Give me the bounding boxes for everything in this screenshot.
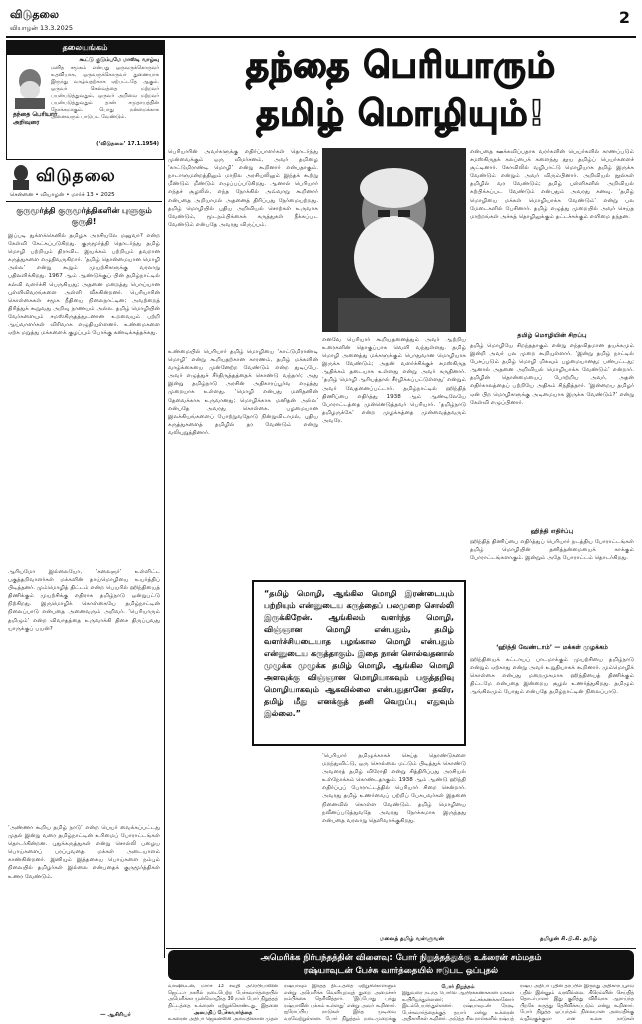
news-banner [168, 950, 634, 980]
masthead-date: வியாழன் 13.3.2025 [10, 24, 74, 32]
article-col-mid: எனவே பெரியார் கூறியதனைத்தும் அவர் ஆற்றிய உரைகளின் தொகுப்பாக வெளி வந்துள்ளது. தமிழ் மொழி அனைத்து மக்களுக்கும் பொதுவான மொழியாக இருக்க வேண்டும்; அதன் வளர்ச்சிக்குச் சமஸ்கிருத ஆதிக்கம் தடையாக உள்ளது என்று அவர் கருதினார். ‘தமிழ் மொழி ஆரியத்தால் சீரழிக்கப்பட்டுள்ளது’ என்றும் அவர் வேதனைப்பட்டார். தமிழ்நாட்டில் ஹிந்தித் திணிப்பை எதிர்த்து 1938 ஆம் ஆண்டிலேயே போராட்டத்தை முன்னெடுத்தவர் பெரியார். ‘தமிழ்நாடு தமிழருக்கே’ என்ற முழக்கத்தை முன்வைத்தவரும் அவரே. [322, 337, 466, 424]
portrait [13, 65, 47, 109]
quote-title: கூட்டு குடும்பமே மாஸ்டி வாழ்வு [79, 57, 159, 63]
headline-line-1: தந்தை பெரியாரும் [246, 46, 556, 86]
news-col-4: ரஷ்ய அதிபர் புதின் தரப்பில் இருந்து அதிகாரப்பூர்வ பதில் இன்னும் வரவில்லை. கிரெம்ளின் செய்தித் தொடர்பாளர் இது குறித்து விரிவாக ஆராய்ந்த பிறகே கருத்து தெரிவிக்கப்படும் என்று கூறினார். போர் நிறுத்த ஒப்பந்தம் நிலையான அமைதிக்கு வழிவகுக்குமா என உலக நாடுகள் [520, 984, 634, 1022]
brand-dateline: சென்னை • வியாழன் • மார்ச் 13 • 2025 [10, 192, 115, 198]
left-column-body-2: ஆரியமோ இல்லையோ, ‘கலைஞர்’ உள்ளிட்ட பகுத்தறிவாளர்கள் மக்களின் தாய்மொழியை உயர்த்திப் பிடித்தனர். மும்மொழித் திட்டம் என்ற பெயரில் ஹிந்தியைத் திணிக்கும் முயற்சிக்கு எதிராக தமிழ்நாடு ஒன்றுபட்டு நிற்கிறது. இருமொழிக் கொள்கையே தமிழ்நாட்டின் நிலைப்பாடு என்பதை அனைவரும் அறிவர். ‘பெரியாரும் தமிழும்’ என்ற விவாதத்தை உருவாக்கி திசை திருப்புவது யாருக்குப் பயன்? [8, 569, 160, 632]
brand-logo [10, 164, 32, 190]
article-col-right-3: ஹிந்தித் திணிப்பை எதிர்த்துப் பெரியார் நடத்திய போராட்டங்கள் தமிழ் மொழியின் தனித்தன்மையைக் காக்கும் போராட்டங்களாகும். இன்றும் அதே போராட்டம் தொடர்கிறது. [470, 539, 634, 562]
article-col-left: பெரியாரின் அவர்களுக்கு எதிர்ப்பாளர்கள் தொடர்ந்து முன்வைக்கும் ஒரு விமர்சனம், அவர் தமிழை ‘காட்டுமிராண்டி மொழி’ என்று கூறினார் என்பதாகும். நாடாளுமன்றத்திலும் மாநில அரசியலிலும் இந்தக் கூற்று மீண்டும் மீண்டும் எழுப்பப்படுகிறது. ஆனால் பெரியார் எந்தச் சூழலில், எந்த நோக்கில் அவ்வாறு கூறினார் என்பதை அறியாமல் அதனைத் திரிப்பது நேர்மையற்றது. தமிழ் மொழியில் புதிய அறிவியல் சொற்கள் உருவாக வேண்டும், மூடநம்பிக்கைக் கருத்துகள் நீக்கப்பட வேண்டும் என்பதே அவரது விருப்பம். [168, 149, 318, 228]
portrait-caption: தந்தை பெரியார் அறிவுரை [13, 111, 58, 126]
column-separator [164, 40, 165, 958]
quote-citation: (‘விடுதலை’ 17.1.1954) [96, 141, 159, 147]
masthead-rule [6, 36, 636, 38]
news-col-1b: உக்ரைன் அதிபர் ஜெலன்ஸ்கி அமைதிக்கான முதல் [168, 1017, 278, 1022]
masthead [8, 6, 634, 36]
editorial-heading: தலையங்கம் [7, 41, 163, 55]
left-column-signature: — ஆசிரியர் [100, 1012, 131, 1018]
news-col-1: வாஷிங்டன், மார்ச் 13 சவுதி அரேபியாவின் ஜெட்டா நகரில் நடைபெற்ற பேச்சுவார்த்தையில் அமெரிக்கா முன்மொழிந்த 30 நாள் போர் நிறுத்தத் திட்டத்தை உக்ரைன் ஏற்றுக்கொண்டது. இதனை [168, 984, 278, 1009]
headline-box [168, 40, 634, 144]
article-col-right-4: ஹிந்தியைக் கட்டாயப் பாடமாக்கும் முயற்சியை தமிழ்நாடு என்றும் ஏற்காது என்று அவர் உறுதியாகக் கூறினார். மும்மொழிக் கொள்கை என்பது மறைமுகமாக ஹிந்தியைத் திணிக்கும் திட்டமே என்பதை இன்றைய சூழல் உணர்த்துகிறது. தமிழும் ஆங்கிலமும் போதும் என்பதே தமிழ்நாட்டின் நிலைப்பாடு. [470, 657, 634, 696]
news-banner-line-1: அமெரிக்க நிர்பந்தத்தின் விளைவு: போர் நிறுத்தத்துக்கு உக்ரைன் சம்மதம் [260, 953, 542, 963]
left-column-body-3: ‘அண்ணா கூறிய தமிழ் நாடு’ என்ற பெயர் வைக்கப்பட்டது முதல் இன்று வரை தமிழ்நாட்டின் உரிமைப் போராட்டங்கள் தொடர்கின்றன. புதுக்கருத்துகள் என்று சொல்லி பழைய பொய்களைப் பரப்புவதை மக்கள் அடையாளம் காண்கின்றனர். இனியும் இத்தகைய பொய்களை நம்பும் நிலையில் தமிழர்கள் இல்லை என்பதைக் குருமூர்த்திகள் உணர வேண்டும். [8, 825, 160, 880]
left-column-title: குருமூர்த்தி குருமூர்த்திகளின் புளுகும் குருதி! [16, 206, 152, 226]
article-signature: தமிழன் சி.பி.கி. தமிழ் [540, 936, 598, 942]
news-col-3: இதுவரை நடந்த போரில் ஆயிரக்கணக்கான மக்கள் உயிரிழந்துள்ளனர்; லட்சக்கணக்கானோர் இடம்பெயர்ந்துள்ளனர். ரஷ்யாவுடன் நேரடி பேச்சுவார்த்தைக்குத் தயார் என்று உக்ரைன் அதிகாரிகள் கூறினர். அடுத்த சில நாள்களில் ரஷ்யத் [402, 991, 514, 1022]
news-col-2: ரஷ்யாவும் இந்தத் திட்டத்தை ஏற்றுக்கொள்ளும் என்று அமெரிக்க வெளியுறவுத் துறை அமைச்சர் நம்பிக்கை தெரிவித்தார். ‘இப்போது பந்து ரஷ்யாவின் பக்கம் உள்ளது’ என்று அவர் கூறினார். ஐரோப்பிய நாடுகள் இந்த முடிவை வரவேற்றுள்ளன. போர் நிறுத்தம் நடைமுறைக்கு [284, 984, 396, 1022]
news-banner-line-2: ரஷ்யாவுடன் பேச்சு வார்த்தையில் ஈடுபட ஒப்புதல் [303, 966, 499, 976]
periyar-quote-box: “தமிழ் மொழி, ஆங்கில மொழி இரண்டையும் பற்றியும் என்னுடைய கருத்தைப் பலமுறை சொல்லி இருக்கிறேன். ஆங்கிலம் வளர்ந்த மொழி, விஞ்ஞான மொழி என்பதும், தமிழ் வளர்ச்சியடையாத பழங்கால மொழி என்பதும் என்னுடைய கருத்தாகும். இதை நான் சொல்வதனால் முழுக்க முழுக்க தமிழ் மொழி, ஆங்கில மொழி அளவுக்கு விஞ்ஞான மொழியாகவும் பகுத்தறிவு மொழியாகவும் ஆகவில்லை என்பதுதானே தவிர, தமிழ் மீது எனக்குத் தனி வெறுப்பு எதுவும் இல்லை.” [252, 580, 466, 746]
periyar-photo [322, 148, 466, 332]
left-column-body: இப்படி துக்ளக்கெனில் தமிழக அரசியலே மனுவா? என்ற கேள்வி கேட்கப்படுகிறது. குருமூர்த்தி தொடர்ந்து தமிழ் மொழி பற்றியும் திராவிட இயக்கம் பற்றியும் தவறான கருத்துகளை எழுதிவருகிறார். ‘தமிழ் தொன்மையான மொழி அல்ல’ என்று கூறும் முயற்சிகளுக்கு வரலாறு பதிலளிக்கிறது. 1967 ஆம் ஆண்டுக்குப் பின் தமிழ்நாட்டில் கல்வி வளர்ச்சி பெருகியது; அதனை மறைத்து பொய்யான புள்ளிவிவரங்களை அள்ளி வீசுகின்றனர். பெரியாரின் கொள்கைகள் சமூக நீதியை நிலைநாட்டின; அவற்றைத் திரித்துக் கூறுவது அறிவு நாணயம் அல்ல. தமிழ் மொழியின் வேர்களையும் சமஸ்கிருதத்துடனான உறவையும் பற்றி ஆய்வாளர்கள் விரிவாக எழுதியுள்ளனர். உண்மைகளை ஏற்க மறுத்து மக்களைக் குழப்பும் போக்கு கண்டிக்கத்தக்கது. [8, 233, 160, 337]
brand-rule [6, 201, 162, 202]
bottom-rule [166, 948, 636, 949]
article-byline: மலைத் தமிழ் வள்ளுவன் [380, 936, 445, 942]
brand-block [6, 162, 162, 202]
article-col-right: என்பதை ஊக்கவிப்பதாக வரர்களின் பெயர்களில் காணப்படும் சமஸ்கிருதக் கலப்பைக் களைந்து தூய தமிழ்ப் பெயர்களைச் சூட்டினார். கோவிலில் வழிபாட்டு மொழியாக தமிழ் இருக்க வேண்டும் என்றும் அவர் விரும்பினார். அறிவியல் நூல்கள் தமிழில் வர வேண்டும்; தமிழ் பள்ளிகளில் அறிவியல் கற்பிக்கப்பட வேண்டும் என்பதும் அவரது கனவு. ‘தமிழ் மொழியை மக்கள் மொழியாக்க வேண்டும்’ என்று பல மேடைகளில் பேசினார். தமிழ் எழுத்து முறையில் அவர் செய்த மாற்றங்கள் அச்சுத் தொழிலுக்கும் தட்டச்சுக்கும் எளிமை தந்தன. [470, 149, 634, 220]
editorial-box [6, 40, 164, 160]
subhead-2: ஹிந்தி எதிர்ப்பு [530, 528, 574, 535]
subhead-3: ‘ஹிந்தி வேண்டாம்’ — மக்கள் முழக்கம் [495, 644, 609, 651]
subhead-1: தமிழ் மொழியின் சிறப்பு [517, 332, 587, 339]
article-col-mid-2: ‘பெரியார் தமிழுக்காகச் செய்த தொண்டுகளை மறந்துவிட்டு, ஒரு சொல்லை மட்டும் பிடித்துக் கொண்டு அவரைத் தமிழ் விரோதி என்று சித்திரிப்பது அரசியல் உள்நோக்கம் கொண்டதாகும். 1938 ஆம் ஆண்டு ஹிந்தி எதிர்ப்புப் போராட்டத்தில் பெரியார் சிறை சென்றார். அவரது தமிழ் உணர்வைப் பற்றிப் பேசுபவர்கள் இதனை நினைவில் கொள்ள வேண்டும். தமிழ் மொழியை நவீனப்படுத்துவதே அவரது நோக்கமாக இருந்தது என்பதை வரலாறு தெளிவாக்குகிறது. [322, 753, 466, 824]
brand-name: விடுதலை [36, 166, 116, 186]
page-number: 2 [618, 8, 630, 27]
article-col-right-2: தமிழ் மொழியே சிறந்ததாகும் என்று எந்தவிதமான தயக்கமும் இன்றி அவர் பல முறை கூறியுள்ளார். ‘இன்று தமிழ் நாட்டில் பேசப்படும் தமிழ் மொழி மிகவும் பழமையானது; பண்பட்டது; ஆனால் அதனை அறிவியல் மொழியாக்க வேண்டும்’ என்றார். தமிழின் தொன்மையைப் போற்றிய அவர், அதன் எதிர்காலத்தைப் பற்றியே அதிகம் சிந்தித்தார். ‘இன்றைய தமிழர் ஏன் பிற மொழிகளுக்கு அடிமையாக இருக்க வேண்டும்?’ என்று கேள்வி எழுப்பினார். [470, 343, 634, 406]
news-col-3-subhead: போர் நிறுத்தம் [441, 984, 475, 990]
quote-body: மனித சமூகம் என்பது ஒருவருக்கொருவர் உதவியாக, ஒருவருக்கொருவர் துணையாக இருந்து வாழ்வதற்காக ஏற்பட்டதே ஆகும். ஒருவர் செல்வத்தை மற்றவர் பயன்படுத்துவதும், ஒருவர் அறிவை மற்றவர் பயன்படுத்துவதும் தான் சமுதாயத்தின் நோக்கமாகும். பொது நன்மைக்காக அனைவரும் பாடுபட வேண்டும். [51, 65, 159, 120]
masthead-paper-name: விடுதலை [10, 8, 60, 21]
news-col-1-subhead: அமைதிப் பேச்சுவார்த்தை [193, 1010, 253, 1016]
headline-line-2: தமிழ் மொழியும்! [256, 94, 546, 134]
article-col-left-2: உண்மையில் பெரியார் தமிழ் மொழியை ‘காட்டுமிராண்டி மொழி’ என்று கூறியதற்கான காரணம், தமிழ் மக்களின் வாழ்க்கையை முன்னேற்ற வேண்டும் என்ற துடிப்பே. அவர் எழுத்துச் சீர்திருத்தத்தைக் கொண்டு வந்தார்; அது இன்று தமிழ்நாடு அரசின் அதிகாரப்பூர்வ எழுத்து முறையாக உள்ளது. ‘மொழி என்பது மனிதனின் தேவைக்காக உருவானது; மொழிக்காக மனிதன் அல்ல’ என்பதே அவரது கொள்கை. பழமையான இலக்கியங்களைப் போற்றுவதோடு நின்றுவிடாமல், புதிய கருத்துகளைத் தமிழில் தர வேண்டும் என்று வலியுறுத்தினார். [168, 349, 318, 436]
